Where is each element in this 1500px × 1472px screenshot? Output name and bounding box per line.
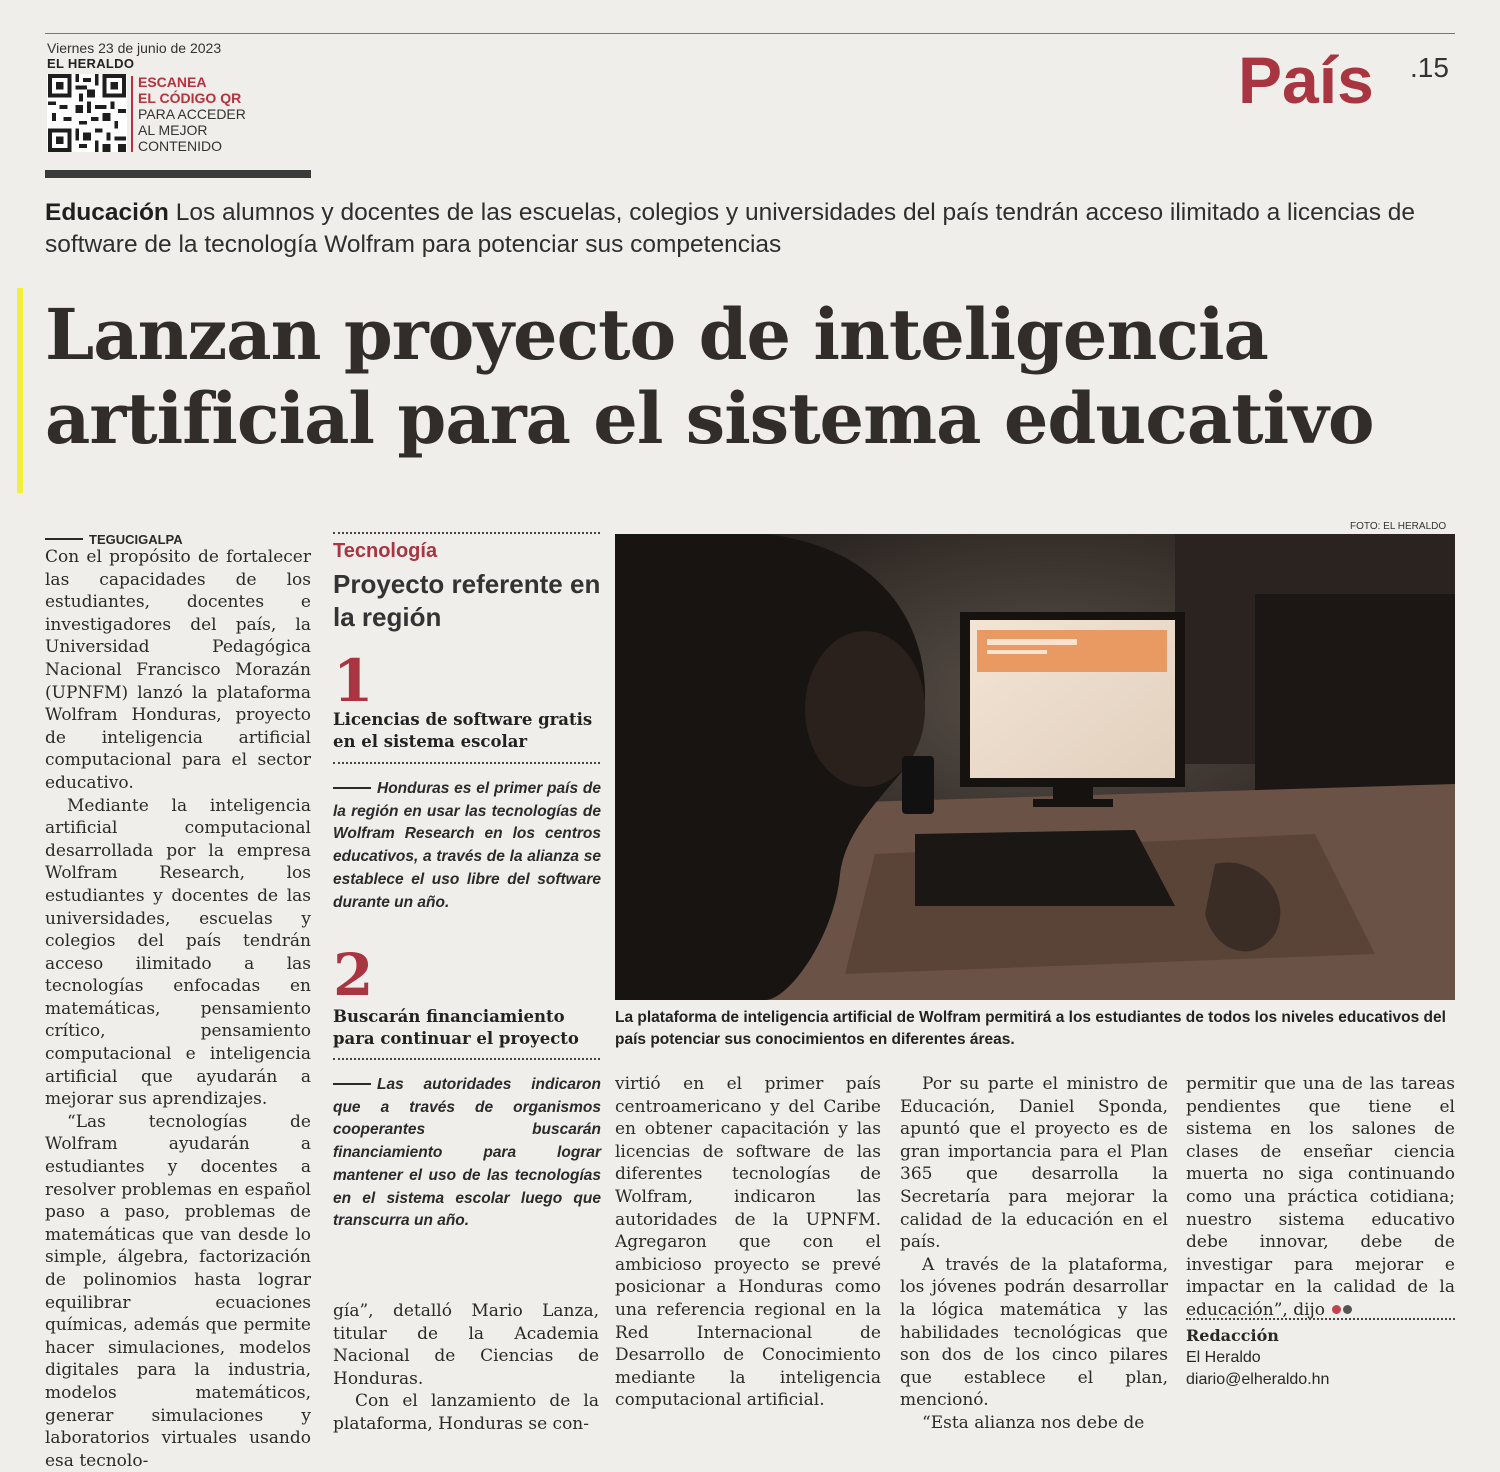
byline-email[interactable]: diario@elheraldo.hn: [1186, 1371, 1330, 1388]
byline-org: El Heraldo: [1186, 1349, 1261, 1366]
headline-line: artificial para el sistema educativo: [45, 377, 1374, 460]
dash-rule: [45, 538, 83, 540]
dateline: [45, 528, 311, 546]
qr-line: EL CÓDIGO QR: [138, 90, 242, 106]
sidebar-rule: [333, 762, 600, 764]
article-column-3: [615, 1073, 881, 1412]
dateline-city: TEGUCIGALPA: [89, 532, 183, 547]
section-bar: [45, 170, 311, 178]
end-mark-icon: [1343, 1305, 1352, 1314]
newspaper-brand: EL HERALDO: [47, 56, 135, 71]
headline-line: Lanzan proyecto de inteligencia: [45, 293, 1268, 376]
paragraph: virtió en el primer país centroamericano y del Caribe en obtener capacitación y las licencias de software de las diferentes tecnologías de Wolfram, indicaron las autoridades de la UPNFM. Agregaron que con el ambicioso proyecto se prevé posicionar a Honduras como una referencia regional en la Red Internacional de Desarrollo de Conocimiento mediante la inteligencia computacional artificial.: [615, 1074, 881, 1411]
paragraph: Mediante la inteligencia artificial computacional desarrollada por la empresa Wolfram Research, los estudiantes y docentes de las universidades, escuelas y colegios del país tendrán acceso ilimitado a las tecnologías enfocadas en matemáticas, pensamiento crítico, pensamiento computacional e inteligencia artificial que ayudarán a mejorar sus aprendizajes.: [45, 795, 311, 1110]
article-column-4: [900, 1073, 1168, 1435]
qr-line: PARA ACCEDER: [138, 106, 246, 122]
paragraph: Con el propósito de fortalecer las capacidades de los estudiantes, docentes e investigadores del país, la Universidad Pedagógica Nacional Francisco Morazán (UPNFM) lanzó la plataforma Wolfram Honduras, proyecto de inteligencia artificial computacional para el sector educativo.: [45, 547, 311, 793]
item-number: 1: [333, 647, 374, 715]
headline: [45, 293, 1475, 461]
paragraph: “Esta alianza nos debe de: [922, 1412, 1145, 1433]
qr-code-icon[interactable]: [47, 74, 127, 152]
article-deck: [45, 197, 1465, 261]
end-mark-icon: [1332, 1305, 1341, 1314]
qr-line: AL MEJOR: [138, 122, 208, 138]
article-column-2: [333, 1300, 599, 1436]
deck-kicker: Educación: [45, 199, 169, 226]
highlighter-mark: [17, 288, 23, 493]
item-heading: Licencias de software gratis en el sistema escolar: [333, 710, 593, 751]
item-text-body: Honduras es el primer país de la región en usar las tecnologías de Wolfram Research en los centros educativos, a través de la alianza se establece el uso libre del software durante un año.: [333, 780, 601, 911]
page-number: .15: [1410, 52, 1449, 83]
deck-text: Los alumnos y docentes de las escuelas, colegios y universidades del país tendrán acceso ilimitado a licencias de software de la tecnología Wolfram para potenciar sus competencias: [45, 199, 1416, 258]
item-number: 2: [333, 941, 374, 1009]
photo-caption: La plataforma de inteligencia artificial de Wolfram permitirá a los estudiantes de todos los niveles educativos del país potenciar sus conocimientos en diferentes áreas.: [615, 1009, 1446, 1048]
section-title: País: [1238, 43, 1374, 117]
qr-instructions: [138, 74, 246, 154]
sidebar-category: Tecnología: [333, 540, 438, 562]
byline-name: Redacción: [1186, 1326, 1279, 1345]
paragraph: “Las tecnologías de Wolfram ayudarán a estudiantes y docentes a resolver problemas en español paso a paso, problemas de matemáticas que van desde lo simple, álgebra, factorización de polinomios hasta lograr equilibrar ecuaciones químicas, además que permite hacer simulaciones, modelos digitales para la industria, modelos matemáticos, generar simulaciones y laboratorios virtuales usando esa tecnolo-: [45, 1111, 311, 1471]
article-column-1: [45, 528, 311, 1472]
paragraph: Con el lanzamiento de la plataforma, Honduras se con-: [333, 1391, 599, 1434]
qr-line: CONTENIDO: [138, 138, 222, 154]
paragraph: [1186, 1073, 1455, 1322]
paragraph: Por su parte el ministro de Educación, Daniel Sponda, apuntó que el proyecto es de gran importancia para el Plan 365 que desarrolla la Secretaría para mejorar la calidad de la educación en el país.: [900, 1074, 1168, 1253]
photo-credit: FOTO: EL HERALDO: [1350, 521, 1447, 532]
signature-rule: [1186, 1318, 1455, 1320]
item-text: [333, 778, 601, 914]
paragraph: A través de la plataforma, los jóvenes podrán desarrollar la lógica matemática y las habilidades tecnológicas que son dos de los cinco pilares que establece el plan, mencionó.: [900, 1254, 1168, 1411]
dash-rule: [333, 787, 371, 789]
paragraph: gía”, detalló Mario Lanza, titular de la Academia Nacional de Ciencias de Honduras.: [333, 1301, 599, 1389]
qr-divider: [131, 76, 133, 152]
paragraph-text: permitir que una de las tareas pendientes que tiene el sistema en los salones de clases de enseñar ciencia muerta no siga continuando como una práctica cotidiana; nuestro sistema educativo debe innovar, debe de investigar para mejorar e impactar en la calidad de la educación”, dijo: [1186, 1074, 1455, 1320]
sidebar-title: Proyecto referente en la región: [333, 569, 601, 632]
sidebar-rule: [333, 1058, 600, 1060]
sidebar-rule: [333, 532, 600, 534]
issue-date: Viernes 23 de junio de 2023: [47, 40, 222, 56]
dash-rule: [333, 1083, 371, 1085]
top-rule: [45, 33, 1455, 34]
qr-line: ESCANEA: [138, 74, 207, 90]
item-heading: Buscarán financiamiento para continuar el proyecto: [333, 1007, 579, 1048]
item-text-body: Las autoridades indicaron que a través de organismos cooperantes buscarán financiamiento para lograr mantener el uso de las tecnologías en el sistema escolar luego que transcurra un año.: [333, 1076, 601, 1230]
item-text: [333, 1074, 601, 1233]
article-column-5: [1186, 1073, 1455, 1322]
article-photo: [615, 534, 1455, 1000]
